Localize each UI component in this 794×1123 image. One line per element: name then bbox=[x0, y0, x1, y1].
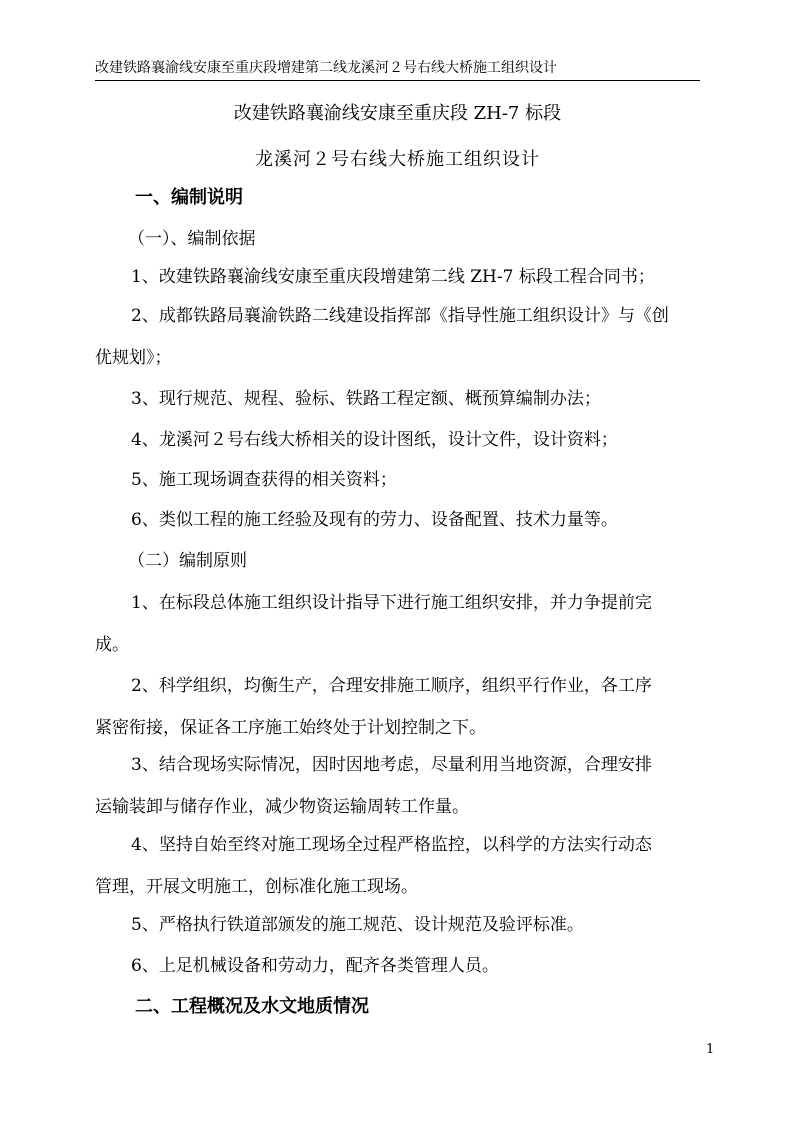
list-item-line: 运输装卸与储存作业，减少物资运输周转工作量。 bbox=[95, 797, 469, 817]
list-item-line: 成。 bbox=[95, 635, 129, 655]
list-item bbox=[95, 507, 717, 533]
list-item-line: 2、成都铁路局襄渝铁路二线建设指挥部《指导性施工组织设计》与《创 bbox=[131, 306, 669, 326]
list-item-line: 管理，开展文明施工，创标准化施工现场。 bbox=[95, 877, 418, 897]
list-item-line: 2、科学组织，均衡生产，合理安排施工顺序，组织平行作业，各工序 bbox=[131, 676, 652, 696]
running-header: 改建铁路襄渝线安康至重庆段增建第二线龙溪河２号右线大桥施工组织设计 bbox=[95, 60, 557, 76]
list-item-line: 6、上足机械设备和劳动力，配齐各类管理人员。 bbox=[131, 956, 499, 976]
list-item-line: 1、在标段总体施工组织设计指导下进行施工组织安排，并力争提前完 bbox=[131, 593, 652, 613]
list-item-line: 1、改建铁路襄渝线安康至重庆段增建第二线 ZH-7 标段工程合同书； bbox=[131, 267, 655, 287]
list-item-line: 4、坚持自始至终对施工现场全过程严格监控，以科学的方法实行动态 bbox=[131, 835, 652, 855]
list-item-line: 5、严格执行铁道部颁发的施工规范、设计规范及验评标准。 bbox=[131, 915, 584, 935]
list-item-line: 4、龙溪河２号右线大桥相关的设计图纸，设计文件，设计资料； bbox=[131, 430, 618, 450]
list-item-line: 5、施工现场调查获得的相关资料； bbox=[131, 470, 397, 490]
list-item-line: 6、类似工程的施工经验及现有的劳力、设备配置、技术力量等。 bbox=[131, 510, 618, 530]
list-item bbox=[95, 467, 717, 493]
list-item bbox=[95, 590, 717, 658]
list-item bbox=[95, 752, 717, 820]
list-item bbox=[95, 264, 717, 290]
document-title-line1: 改建铁路襄渝线安康至重庆段 ZH-7 标段 bbox=[233, 103, 562, 124]
section-heading-2: 二、工程概况及水文地质情况 bbox=[135, 996, 369, 1017]
subsection-heading-basis: （一）、编制依据 bbox=[128, 229, 256, 249]
list-item-line: 优规划》； bbox=[95, 348, 172, 368]
section-heading-1: 一、编制说明 bbox=[135, 187, 243, 208]
page-number: 1 bbox=[706, 1042, 715, 1057]
list-item bbox=[95, 303, 717, 371]
subsection-heading-principles: （二）编制原则 bbox=[128, 551, 247, 571]
list-item-line: 3、结合现场实际情况，因时因地考虑，尽量利用当地资源，合理安排 bbox=[131, 755, 652, 775]
list-item-line: 紧密衔接，保证各工序施工始终处于计划控制之下。 bbox=[95, 718, 486, 738]
list-item bbox=[95, 953, 717, 979]
list-item-line: 3、现行规范、规程、验标、铁路工程定额、概预算编制办法； bbox=[131, 389, 601, 409]
list-item bbox=[95, 832, 717, 900]
header-rule bbox=[95, 80, 700, 81]
list-item bbox=[95, 912, 717, 938]
document-title-line2: 龙溪河２号右线大桥施工组织设计 bbox=[255, 149, 540, 170]
list-item bbox=[95, 386, 717, 412]
list-item bbox=[95, 427, 717, 453]
list-item bbox=[95, 673, 717, 741]
